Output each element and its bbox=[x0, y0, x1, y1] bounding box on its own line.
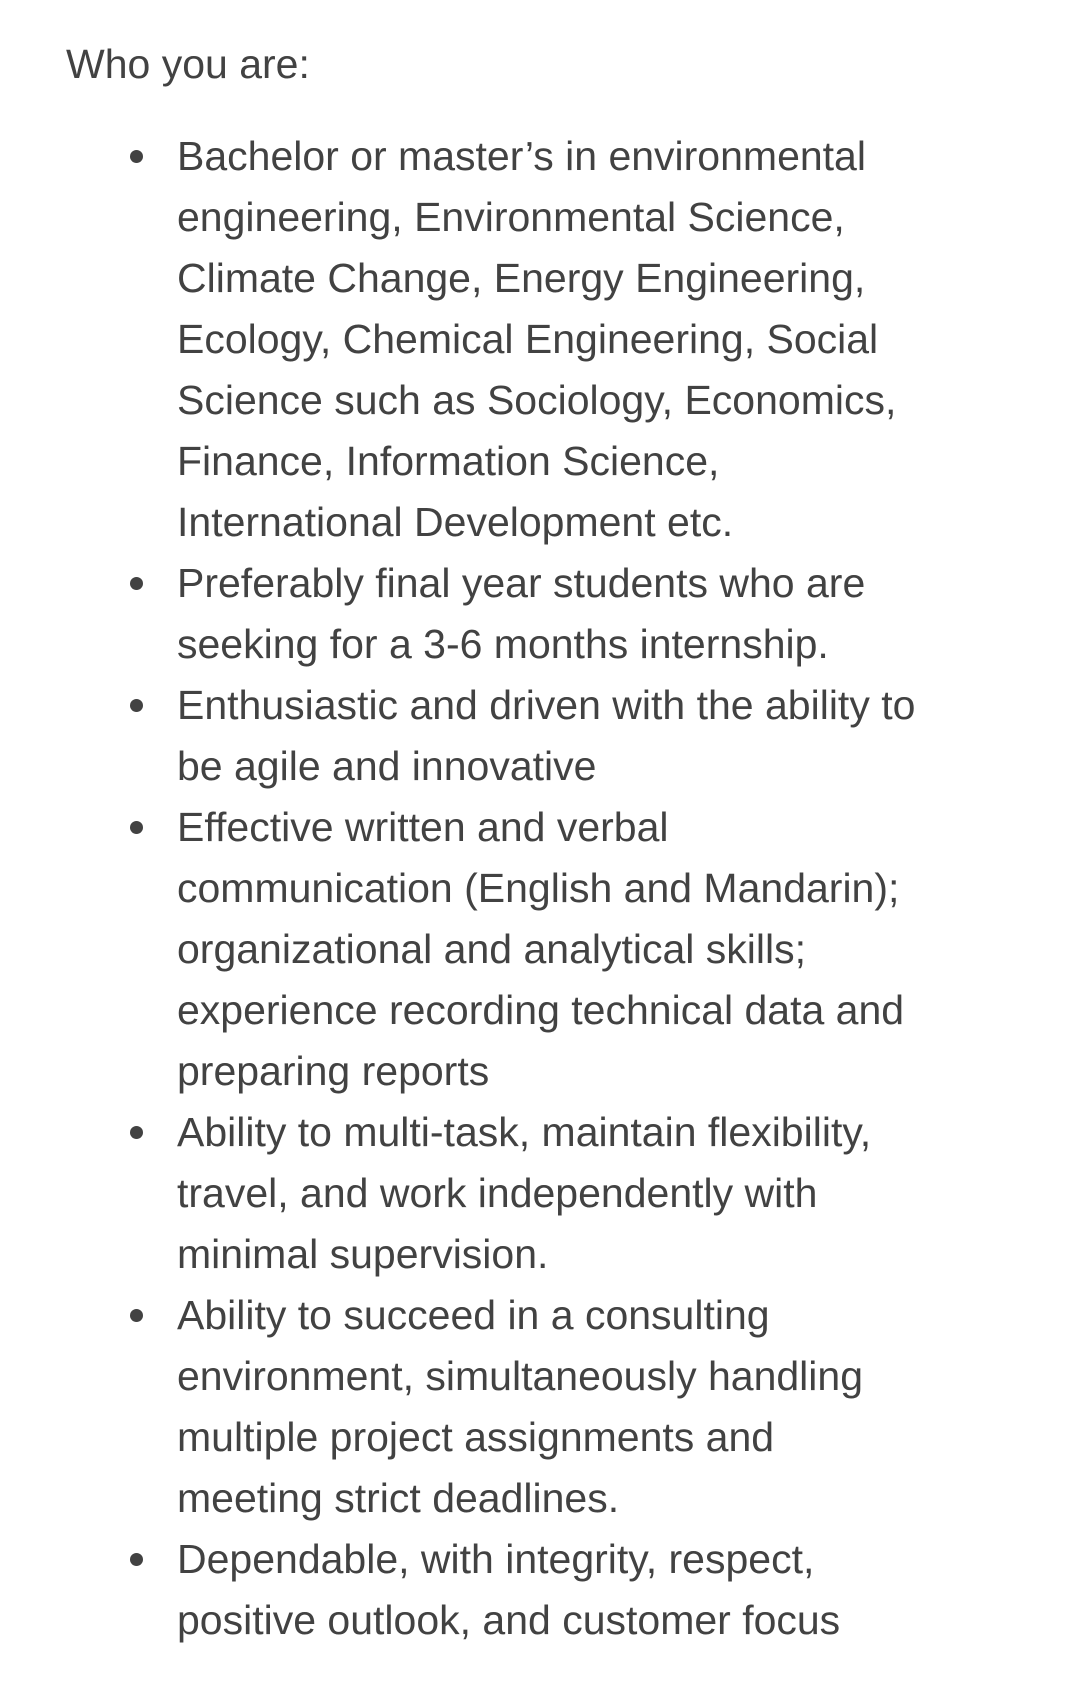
bullet-icon bbox=[130, 699, 143, 712]
list-item-text: Dependable, with integrity, respect, positive outlook, and customer focus bbox=[177, 1536, 841, 1643]
list-item bbox=[0, 1285, 917, 1529]
bullet-icon bbox=[130, 1309, 143, 1322]
bullet-icon bbox=[130, 821, 143, 834]
requirements-list bbox=[0, 126, 1080, 1651]
list-item bbox=[0, 1102, 917, 1285]
list-item bbox=[0, 553, 917, 675]
section-heading: Who you are: bbox=[66, 41, 310, 87]
list-item-text: Ability to succeed in a consulting environment, simultaneously handling multiple project assignments and meeting strict deadlines. bbox=[177, 1292, 864, 1521]
bullet-icon bbox=[130, 1126, 143, 1139]
bullet-icon bbox=[130, 150, 143, 163]
list-item bbox=[0, 675, 917, 797]
bullet-icon bbox=[130, 577, 143, 590]
list-item bbox=[0, 797, 917, 1102]
list-item-text: Preferably final year students who are seeking for a 3-6 months internship. bbox=[177, 560, 866, 667]
list-item bbox=[0, 1529, 917, 1651]
list-item-text: Ability to multi-task, maintain flexibility, travel, and work independently with minimal supervision. bbox=[177, 1109, 872, 1277]
list-item-text: Bachelor or master’s in environmental engineering, Environmental Science, Climate Change, Energy Engineering, Ecology, Chemical Engineering, Social Science such as Sociology, Economics, Finance, Information Science, International Development etc. bbox=[177, 133, 897, 545]
list-item bbox=[0, 126, 917, 553]
list-item-text: Effective written and verbal communication (English and Mandarin); organizational and analytical skills; experience recording technical data and preparing reports bbox=[177, 804, 905, 1094]
bullet-icon bbox=[130, 1553, 143, 1566]
list-item-text: Enthusiastic and driven with the ability to be agile and innovative bbox=[177, 682, 916, 789]
